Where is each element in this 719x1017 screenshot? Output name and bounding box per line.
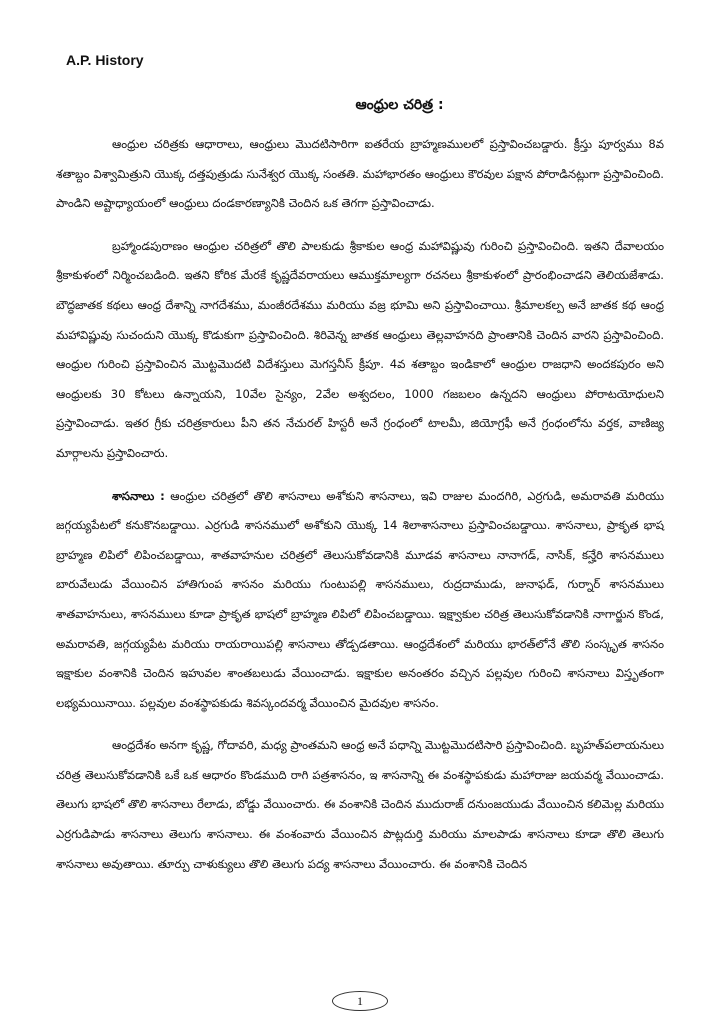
paragraph-lead: శాసనాలు : <box>112 488 165 503</box>
paragraph-text: ఆంధ్రదేశం అనగా కృష్ణ, గోదావరి, మధ్య ప్రాంతమని ఆంధ్ర అనే పధాన్ని మొట్టమొదటిసారి ప్రస్తావించింది. బృహత్‌పలాయనులు చరిత్ర తెలుసుకోవడానికి ఒకే ఒక ఆధారం కొండముది రాగి పత్రశాసనం, ఇ శాసనాన్ని ఈ వంశస్థాపకుడు మహారాజు జయవర్మ వేయించాడు. తెలుగు భాషలో తొలి శాసనాలు రేలాడు, బోడ్డు వేయించారు. ఈ వంశానికి చెందిన ముదురాజ్ దనుంజయుడు వేయించిన కలిమెల్ల మరియు ఎర్రగుడిపాడు శాసనాలు తెలుగు శాసనాలు. ఈ వంశంవారు వేయించిన పొట్లదుర్తి మరియు మాలపాడు శాసనాలు కూడా తొలి తెలుగు శాసనాలు అవుతాయి. తూర్పు చాళుక్యులు తొలి తెలుగు పద్య శాసనాలు వేయించారు. ఈ వంశానికి చెందిన <box>56 738 664 871</box>
paragraph-text: బ్రహ్మాండపురాణం ఆంధ్రుల చరిత్రలో తొలి పాలకుడు శ్రీకాకుల ఆంధ్ర మహావిష్ణువు గురించి ప్రస్తావించింది. ఇతని దేవాలయం శ్రీకాకుళంలో నిర్మించబడింది. ఇతని కోరిక మేరకే కృష్ణదేవరాయలు ఆముక్తమాల్యగా రచనలు శ్రీకాకుళంలో ప్రారంభించాడని తెలియజేశాడు. బౌద్ధజాతక కథలు ఆంధ్ర దేశాన్ని నాగదేశము, మంజీరదేశము మరియు వజ్ర భూమి అని ప్రస్తావించాయి. శ్రీమాలకల్ప అనే జాతక కథ ఆంధ్ర మహావిష్ణువు సుచందుని యొక్క కొడుకుగా ప్రస్తావించింది. శిరివెన్న జాతక ఆంధ్రులు తెల్లవాహనది ప్రాంతానికి చెందిన వారని ప్రస్తావించింది. ఆంధ్రుల గురించి ప్రస్తావించిన మొట్టమొదటి విదేశస్తులు మెగస్తనీస్ క్రీపూ. 4వ శతాబ్దం ఇండికాలో ఆంధ్రుల రాజధాని అందకపురం అని ఆంధ్రులకు 30 కోటలు ఉన్నాయని, 10వేల సైన్యం, 2వేల అశ్వదలం, 1000 గజబలం ఉన్నదని ఆంధ్రులు పోరాటయోధులని ప్రస్తావించాడు. ఇతర గ్రీకు చరిత్రకారులు పీని తన నేచురల్ హిస్టరీ అనే గ్రంధంలో టాలమీ, జియోగ్రఫీ అనే గ్రంధంలోను వర్తక, వాణిజ్య మార్గాలను ప్రస్తావించారు. <box>56 238 664 460</box>
paragraph-2 <box>56 232 664 469</box>
document-header: A.P. History <box>66 52 144 68</box>
paragraph-1 <box>56 130 664 219</box>
paragraph-text: ఆంధ్రుల చరిత్రలో తొలి శాసనాలు అశోకుని శాసనాలు, ఇవి రాజుల మందగిరి, ఎర్రగుడి, అమరావతి మరియు జగ్గయ్యపేటలో కనుకొనబడ్డాయి. ఎర్రగుడి శాసనములో అశోకుని యొక్క 14 శిలాశాసనాలు ప్రస్తావించబడ్డాయి. శాసనాలు, ప్రాకృత భాష బ్రాహ్మణ లిపిలో లిపించబడ్డాయి, శాతవాహనుల చరిత్రలో తెలుసుకోవడానికి మూడవ శాసనాలు నానాగడ్, నాసిక్, కన్హేరి శాసనములు బారువేలుడు వేయించిన హాతిగుంప శాసనం మరియు గుంటుపల్లి శాసనములు, రుద్రదాముడు, జునాఫడ్, గుర్నార్ శాసనములు శాతవాహనులు, శాసనములు కూడా ప్రాకృత భాషలో బ్రాహ్మణ లిపిలో లిపించబడ్డాయి. ఇక్ష్వాకుల చరిత్ర తెలుసుకోవడానికి నాగార్జున కొండ, అమరావతి, జగ్గయ్యపేట మరియు రాయరాయిపల్లి శాసనాలు తోడ్పడతాయి. ఆంధ్రదేశంలో మరియు భారత్‌లోనే తొలి సంస్కృత శాసనం ఇక్షాకుల వంశానికి చెందిన ఇహువల శాంతబలుడు వేయించాడు. ఇక్షాకుల అనంతరం వచ్చిన పల్లవుల గురించి శాసనాలు విస్తృతంగా లభ్యమయినాయి. పల్లవుల వంశస్థాపకుడు శివస్కందవర్మ వేయించిన మైదవుల శాసనం. <box>56 488 664 710</box>
paragraph-text: ఆంధ్రుల చరిత్రకు ఆధారాలు, ఆంధ్రులు మొదటిసారిగా ఐతరేయ బ్రాహ్మణములలో ప్రస్తావించబడ్డారు. క్రీస్తు పూర్వము 8వ శతాబ్దం విశ్వామిత్రుని యొక్క దత్తపుత్రుడు సునేశ్వర యొక్క సంతతి. మహాభారతం ఆంధ్రులు కౌరవుల పక్షాన పోరాడినట్లుగా ప్రస్తావించింది. పాండిని అష్టాధ్యాయంలో ఆంధ్రులు దండకారణ్యానికి చెందిన ఒక తెగగా ప్రస్తావించాడు. <box>56 137 664 211</box>
section-title: ఆంధ్రుల చరిత్ర : <box>355 97 444 113</box>
page-number: 1 <box>332 991 388 1011</box>
document-body <box>56 130 664 892</box>
paragraph-3 <box>56 482 664 719</box>
paragraph-4 <box>56 731 664 879</box>
